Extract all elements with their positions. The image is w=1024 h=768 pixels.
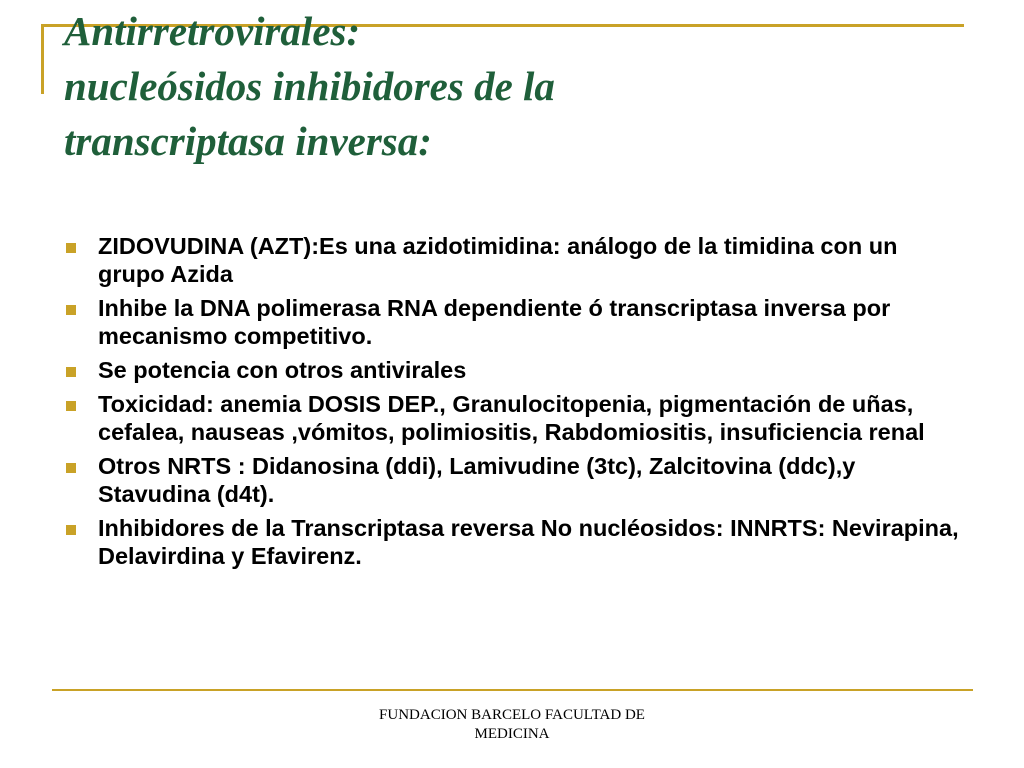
bullet-item-innrts <box>64 514 964 570</box>
slide-footer <box>312 706 712 744</box>
frame-vertical-line <box>41 24 44 94</box>
square-bullet-icon <box>66 463 76 473</box>
slide-title <box>64 4 964 169</box>
bullet-item-mecanismo <box>64 294 964 350</box>
bullet-text: Toxicidad: anemia DOSIS DEP., Granulocitopenia, pigmentación de uñas, cefalea, nauseas ,vómitos, polimiositis, Rabdomiositis, insuficiencia renal <box>98 391 925 445</box>
footer-line-1: FUNDACION BARCELO FACULTAD DE <box>379 707 645 723</box>
bullet-text: Otros NRTS : Didanosina (ddi), Lamivudine (3tc), Zalcitovina (ddc),y Stavudina (d4t). <box>98 453 856 507</box>
square-bullet-icon <box>66 525 76 535</box>
square-bullet-icon <box>66 305 76 315</box>
title-line-1: Antirretrovirales: <box>64 8 361 54</box>
bullet-item-zidovudina <box>64 232 964 288</box>
bullet-text: ZIDOVUDINA (AZT):Es una azidotimidina: análogo de la timidina con un grupo Azida <box>98 233 898 287</box>
square-bullet-icon <box>66 401 76 411</box>
bullet-list <box>64 232 964 576</box>
bullet-item-potencia <box>64 356 964 384</box>
bullet-item-toxicidad <box>64 390 964 446</box>
bullet-item-otros-nrts <box>64 452 964 508</box>
footer-line-2: MEDICINA <box>474 726 550 742</box>
footer-divider <box>52 689 973 691</box>
bullet-text: Inhibe la DNA polimerasa RNA dependiente ó transcriptasa inversa por mecanismo competitivo. <box>98 295 891 349</box>
square-bullet-icon <box>66 243 76 253</box>
title-line-2: nucleósidos inhibidores de la <box>64 63 555 109</box>
bullet-text: Inhibidores de la Transcriptasa reversa No nucléosidos: INNRTS: Nevirapina, Delavirdina y Efavirenz. <box>98 515 959 569</box>
bullet-text: Se potencia con otros antivirales <box>98 357 467 383</box>
square-bullet-icon <box>66 367 76 377</box>
title-line-3: transcriptasa inversa: <box>64 118 432 164</box>
